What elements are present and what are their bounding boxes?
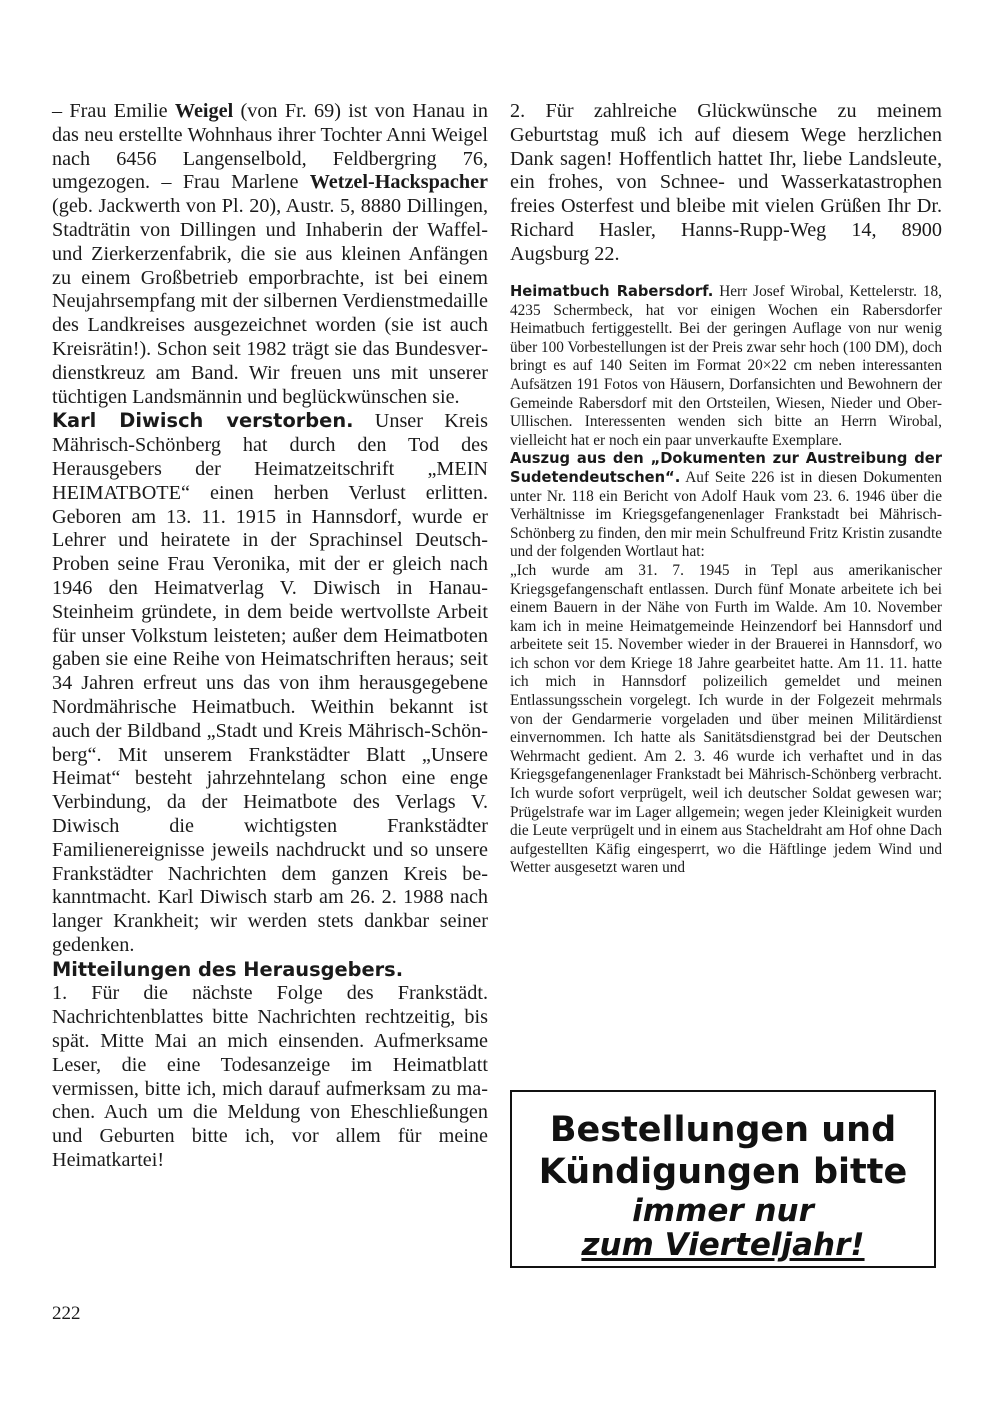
notice-line-1: Bestellungen und [549,1110,897,1150]
heading-mitteilungen-block [52,958,488,983]
name-weigel: Weigel [174,100,234,122]
paragraph-heimatbuch [510,283,942,450]
text-run: Unser Kreis Mährisch-Schönberg hat durch den Tod des Herausgebers der Heimatzeitschrift „MEIN HEIMATBOTE“ einen herben Verlust erlitten. Geboren am 13. 11. 1915 in Hannsdorf, wurde er Lehrer und heiratete in der Sprachinsel Deutsch-Proben seine Frau Veronika, mit der er gleich nach 1946 den Heimatverlag V. Diwisch in Hanau-Steinheim gründete, in dem beide wertvollste Arbeit für unser Volkstum leisteten; außer dem Heimatboten gaben sie eine Reihe von Heimatschriften heraus; seit 34 Jahren erfreut uns das von ihm herausgegebene Nordmährische Heimatbuch. Weithin bekannt ist auch der Bildband „Stadt und Kreis Mährisch-Schönberg“. Mit unserem Frankstädter Blatt „Unsere Heimat“ besteht jahrzehntelang schon eine enge Verbindung, da der Heimatbote des Verlags V. Diwisch die wichtigsten Frankstädter Familienereignisse jeweils nachdruckt und so unsere Frankstädter Nachrichten dem ganzen Kreis bekanntmacht. Karl Diwisch starb am 26. 2. 1988 nach langer Krankheit; wir werden stets dankbar seiner gedenken. [52,410,488,956]
heading-heimatbuch: Heimatbuch Rabersdorf. [510,283,714,300]
paragraph-auszug [510,450,942,562]
paragraph-mitteilungen: 1. Für die nächste Folge des Frankstädt. Nachrichtenblattes bitte Nachrichten rechtzeitig, bis spät. Mitte Mai an mich einsenden. Aufmerksame Leser, die eine Todesanzeige im Heimatblatt vermissen, bitte ich, mich darauf aufmerksam zu machen. Auch um die Meldung von Eheschließungen und Geburten bitte ich, vor allem für meine Heimatkartei! [52,982,488,1172]
text-run: (geb. Jackwerth von Pl. 20), Austr. 5, 8880 Dillingen, Stadträtin von Dillingen und Inhaberin der Waffel- und Zierkerzenfabrik, die sie aus kleinen Anfängen zu einem Großbetrieb emporbrachte, ist bei einem Neujahrsempfang mit der silbernen Verdienstmedaille des Landkreises ausgezeichnet worden (sie ist auch Kreisrätin!). Schon seit 1982 trägt sie das Bundesverdienstkreuz am Band. Wir freuen uns mit unserer tüchtigen Landsmännin und beglückwünschen sie. [52,195,488,408]
notice-line-4 [512,1228,934,1262]
paragraph-weigel-wetzel [52,100,488,409]
paragraph-dank: 2. Für zahlreiche Glückwünsche zu meinem Geburtstag muß ich auf diesem Wege herzlichen Dank sagen! Hoffentlich hattet Ihr, liebe Landsleute, ein frohes, von Schnee- und Wasserkatastrophen freies Osterfest und bleibe mit vielen Grüßen Ihr Dr. Richard Hasler, Hanns-Rupp-Weg 14, 8900 Augsburg 22. [510,100,942,265]
name-wetzel-hackspacher: Wetzel-Hackspacher [309,171,488,194]
notice-line-2: Kündigungen bitte [538,1152,908,1192]
text-run: Auf Seite 226 ist in diesen Dokumenten unter Nr. 118 ein Bericht von Adolf Hauk vom 23. 6. 1946 über die Verhältnisse im Kriegsgefangenenlager Frankstadt bei Mährisch-Schönberg zu finden, den mir mein Schulfreund Fritz Kristin zusandte und der folgenden Wortlaut hat: [510,468,942,561]
left-column [52,100,488,1173]
heading-diwisch: Karl Diwisch verstorben. [52,409,354,433]
text-run: (von Fr. 69) ist von Hanau in das neu erstellte Wohnhaus ihrer Tochter Anni Weigel nach 6456 Langenselbold, Feldbergring 76, umgezogen. – Frau Marlene [52,100,488,194]
text-run: – Frau Emilie [52,100,175,122]
page-number: 222 [52,1303,81,1324]
right-column-small-print [510,283,942,878]
paragraph-bericht: „Ich wurde am 31. 7. 1945 in Tepl aus amerikanischer Kriegsgefangenschaft entlassen. Durch fünf Monate arbeitete ich bei einem Bauern in der Nähe von Furth im Walde. Am 10. November kam ich in meine Heimatgemeinde Heinzendorf bei Hannsdorf und arbeitete seit 15. November wieder in der Brauerei in Hannsdorf, wo ich schon vor dem Kriege 18 Jahre gearbeitet hatte. Am 11. 11. hatte ich mich in Hannsdorf polizeilich gemeldet und meinen Entlassungsschein vorgelegt. Ich wurde in der Folgezeit mehrmals von der Gendarmerie vorgeladen und über meinen Militärdienst einvernommen. Ich hatte als Sanitätsdienstgrad bei der Deutschen Wehrmacht gedient. Am 2. 3. 46 wurde ich verhaftet und in das Kriegsgefangenenlager Frankstadt bei Mährisch-Schönberg verbracht. Ich wurde sofort verprügelt, weil ich deutscher Soldat gewesen war; Prügelstrafe war im Lager allgemein; wegen jeder Kleinigkeit wurden die Leute verprügelt und in einem aus Stacheldraht am Hof ohne Dach aufgestellten Käfig eingesperrt, wo die Häftlinge jedem Wind und Wetter ausgesetzt waren und [510,561,942,877]
notice-line-4-text: zum Vierteljahr! [581,1227,865,1263]
heading-auszug: Auszug aus den „Dokumenten zur Austreibung der Sudetendeutschen“. [510,450,942,486]
text-run: Herr Josef Wirobal, Kettelerstr. 18, 4235 Schermbeck, hat vor einigen Wochen ein Rabersdorfer Heimatbuch fertiggestellt. Bei der geringen Auflage von nur wenig über 100 Vorbestellungen ist der Preis zwar sehr hoch (100 DM), doch bringt es auf 140 Seiten im Format 20×22 cm neben interessanten Aufsätzen 191 Fotos von Häusern, Dorfansichten und Bewohnern der Gemeinde Rabersdorf mit den Ortsteilen, Wiesen, Nieder und Ober-Ullischen. Interessenten wenden sich bitte an Herrn Wirobal, vielleicht hat er noch ein paar unverkaufte Exemplare. [510,283,942,449]
notice-line-3: immer nur [632,1193,814,1229]
paragraph-diwisch [52,409,488,957]
right-column-top [510,100,942,267]
subscription-notice-box [510,1090,936,1268]
heading-mitteilungen: Mitteilungen des Herausgebers. [52,957,404,981]
